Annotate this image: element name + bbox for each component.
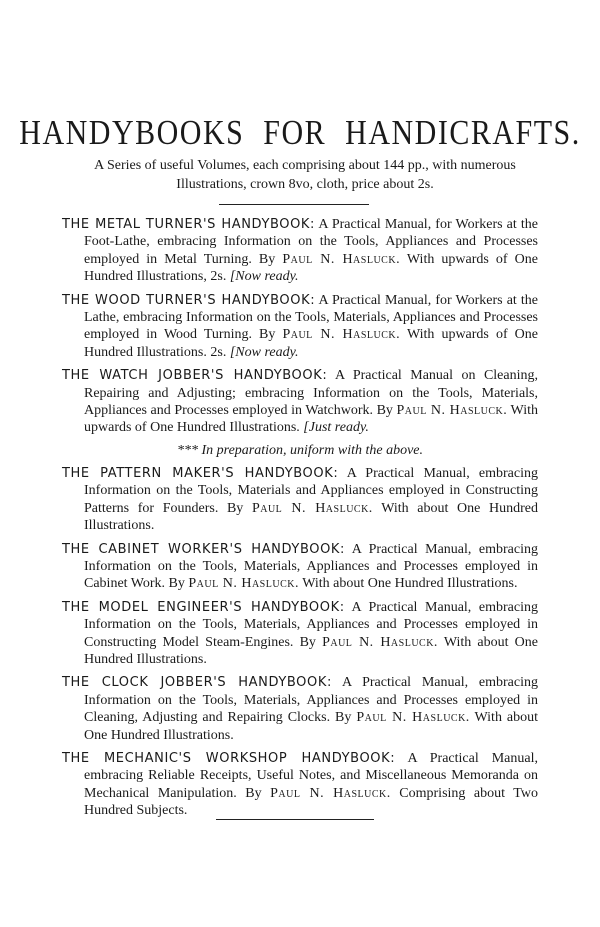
bottom-divider [216,819,374,820]
book-status: [Now ready. [229,269,299,285]
book-author: Paul N. Hasluck. [356,710,470,726]
book-details: With about One Hundred Illustrations. [298,576,518,592]
book-entry-watch-jobber [62,367,538,437]
book-title: THE CABINET WORKER'S HANDYBOOK: [62,541,346,557]
book-entry-model-engineer [62,599,538,669]
book-details: With upwards of One Hundred Illustrations. [84,403,538,436]
book-status: [Now ready. [229,344,299,360]
book-entry-cabinet-worker [62,541,538,593]
book-details: With upwards of One Hundred Illustrations, 2s. [84,251,538,285]
book-title: THE MODEL ENGINEER'S HANDYBOOK: [62,599,345,615]
series-description: A Series of useful Volumes, each comprising about 144 pp., with numerous Illustrations, crown 8vo, cloth, price about 2s. [94,158,516,192]
top-divider [219,204,369,205]
book-author: Paul N. Hasluck. [396,403,508,419]
book-entry-wood-turner [62,292,538,362]
book-entry-pattern-maker [62,465,538,535]
book-title: THE CLOCK JOBBER'S HANDYBOOK: [62,675,332,691]
preparation-note: *** In preparation, uniform with the above. [176,442,424,458]
book-details: Comprising about Two Hundred Subjects. [84,785,538,819]
book-author: Paul N. Hasluck. [270,785,391,801]
book-description: A Practical Manual, embracing Information on the Tools, Materials, Appliances and Processes employed in Cabinet Work. By [84,541,538,592]
book-details: With about One Hundred Illustrations. [84,500,538,534]
book-title: THE MECHANIC'S WORKSHOP HANDYBOOK: [62,750,396,766]
page-title: HANDYBOOKS FOR HANDICRAFTS. [19,113,581,153]
book-details: With about One Hundred Illustrations. [84,634,538,667]
book-description: A Practical Manual, embracing Information on the Tools, Materials, Appliances and Processes employed in Cleaning, Adjusting and Repairing Clocks. By [84,675,538,726]
book-description: A Practical Manual, embracing Information on the Tools, Materials, Appliances and Processes employed in Constructing Model Steam-Engines. By [84,599,538,650]
book-description: A Practical Manual on Cleaning, Repairing and Adjusting; embracing Information on the Tools, Materials, Appliances and Processes employed in Watchwork. By [84,368,538,419]
book-author: Paul N. Hasluck. [322,634,438,650]
book-status: [Just ready. [303,420,369,436]
book-author: Paul N. Hasluck. [282,327,401,343]
book-details: With about One Hundred Illustrations. [84,710,538,743]
book-entry-clock-jobber [62,674,538,744]
book-description: A Practical Manual, embracing Information on the Tools, Materials and Appliances employed in Constructing Patterns for Founders. By [84,465,538,516]
book-details: With upwards of One Hundred Illustrations. 2s. [84,327,538,360]
book-description: A Practical Manual, for Workers at the Foot-Lathe, embracing Information on the Tools, Appliances and Processes employed in Metal Turning. By [84,217,538,267]
book-description: A Practical Manual, embracing Reliable Receipts, Useful Notes, and Miscellaneous Memoranda on Mechanical Manipulation. By [84,750,538,801]
book-title: THE WATCH JOBBER'S HANDYBOOK: [62,368,328,384]
book-description: A Practical Manual, for Workers at the Lathe, embracing Information on the Tools, Materials, Appliances and Processes employed in Wood Turning. By [84,292,538,343]
book-title: THE METAL TURNER'S HANDYBOOK: [62,217,316,232]
book-author: Paul N. Hasluck. [282,251,401,267]
book-author: Paul N. Hasluck. [188,576,299,592]
book-author: Paul N. Hasluck. [251,500,373,516]
book-entry-metal-turner [62,216,538,286]
book-entry-mechanics-workshop [62,750,538,820]
book-list [62,210,538,820]
book-title: THE PATTERN MAKER'S HANDYBOOK: [62,465,339,481]
book-title: THE WOOD TURNER'S HANDYBOOK: [62,292,316,308]
